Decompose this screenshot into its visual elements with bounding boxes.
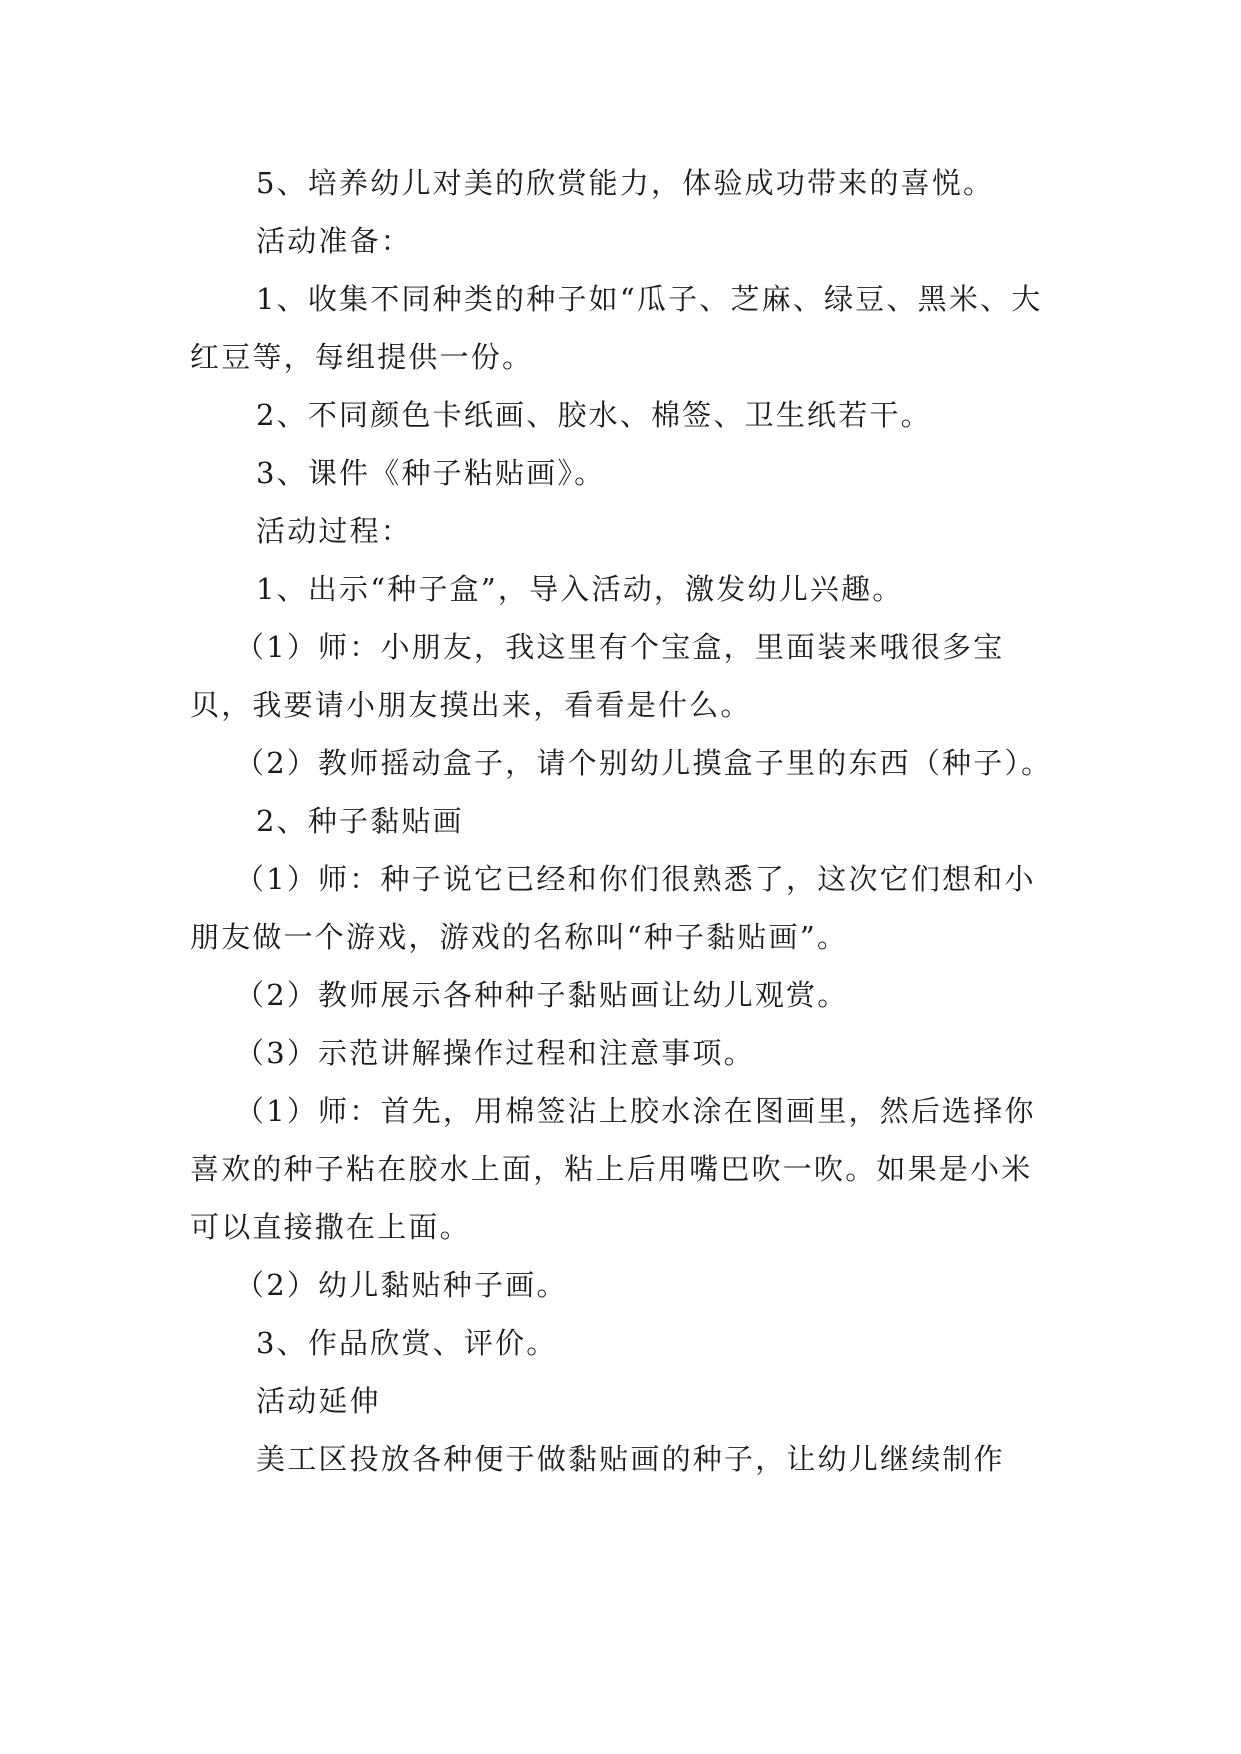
paragraph-step-2-3-1: （1）师：首先，用棉签沾上胶水涂在图画里，然后选择你喜欢的种子粘在胶水上面，粘上后用嘴巴吹一吹。如果是小米可以直接撒在上面。 xyxy=(190,1094,1036,1244)
paragraph-step-2: 2、种子黏贴画 xyxy=(256,804,464,838)
paragraph-prep-3: 3、课件《种子粘贴画》。 xyxy=(256,456,606,490)
section-heading-process: 活动过程： xyxy=(256,514,413,548)
paragraph-step-1-2: （2）教师摇动盒子，请个别幼儿摸盒子里的东西（种子）。 xyxy=(235,746,1053,780)
paragraph-step-2-1: （1）师：种子说它已经和你们很熟悉了，这次它们想和小朋友做一个游戏，游戏的名称叫“种子黏贴画”。 xyxy=(190,862,1036,954)
section-heading-preparation: 活动准备： xyxy=(256,224,413,258)
paragraph-goal-5: 5、培养幼儿对美的欣赏能力，体验成功带来的喜悦。 xyxy=(256,166,995,200)
document-body xyxy=(190,154,1060,1488)
paragraph-step-1: 1、出示“种子盒”，导入活动，激发幼儿兴趣。 xyxy=(256,572,904,606)
paragraph-step-2-2: （2）教师展示各种种子黏贴画让幼儿观赏。 xyxy=(235,978,849,1012)
paragraph-extension: 美工区投放各种便于做黏贴画的种子，让幼儿继续制作 xyxy=(256,1442,1005,1476)
paragraph-prep-1: 1、收集不同种类的种子如“瓜子、芝麻、绿豆、黑米、大红豆等，每组提供一份。 xyxy=(190,282,1043,374)
paragraph-step-2-3: （3）示范讲解操作过程和注意事项。 xyxy=(235,1036,755,1070)
paragraph-step-1-1: （1）师：小朋友，我这里有个宝盒，里面装来哦很多宝贝，我要请小朋友摸出来，看看是什么。 xyxy=(190,630,1005,722)
section-heading-extension: 活动延伸 xyxy=(256,1384,381,1418)
paragraph-prep-2: 2、不同颜色卡纸画、胶水、棉签、卫生纸若干。 xyxy=(256,398,932,432)
paragraph-step-2-3-2: （2）幼儿黏贴种子画。 xyxy=(235,1268,568,1302)
paragraph-step-3: 3、作品欣赏、评价。 xyxy=(256,1326,558,1360)
